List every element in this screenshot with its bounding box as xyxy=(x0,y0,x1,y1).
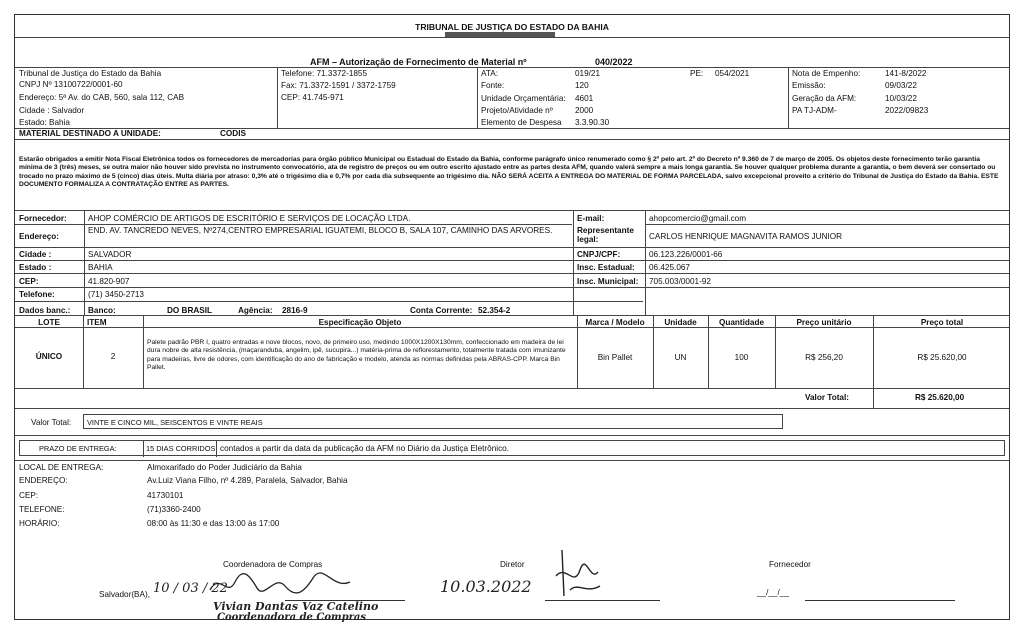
issuer-name: Tribunal de Justiça do Estado da Bahia xyxy=(19,69,162,78)
afm-row xyxy=(15,57,1009,68)
delivery-endereco-value: Av.Luiz Viana Filho, nº 4.289, Paralela, Salvador, Bahia xyxy=(147,476,348,485)
valor-extenso-label: Valor Total: xyxy=(31,418,72,427)
bank-label: Dados banc.: xyxy=(19,306,71,315)
delivery-horario-label: HORÁRIO: xyxy=(19,519,60,528)
cnpj-label: CNPJ/CPF: xyxy=(577,250,621,259)
pa-value: 2022/09823 xyxy=(885,106,929,115)
valor-total-label: Valor Total: xyxy=(805,393,849,402)
delivery-telefone-value: (71)3360-2400 xyxy=(147,505,201,514)
title-row xyxy=(15,15,1009,38)
local-label: LOCAL DE ENTREGA: xyxy=(19,463,104,472)
local-value: Almoxarifado do Poder Judiciário da Bahia xyxy=(147,463,302,472)
prazo-value: 15 DIAS CORRIDOS xyxy=(146,444,216,453)
rep-label: Representante legal: xyxy=(577,226,634,244)
diretor-signature xyxy=(540,542,610,602)
ata-label: ATA: xyxy=(481,69,498,78)
notice-text: Estarão obrigados a emitir Nota Fiscal Eletrônica todos os fornecedores de mercadorias para órgão público Municipal ou Estadual do Estado da Bahia, conforme parágrafo único renumerado como § 2º pelo art. 2º do Decreto nº 9.360 de 7 de março de 2005. Os objetos deste fornecimento terão garantia mínima de 3 (três) meses, se outra maior não houver sido prevista no instrumento convocatório, ata de registro de preços ou em outro escrito ajustado entre as partes desta AFM, quando valerá sempre a mais longa garantia. Se houver qualquer problema durante a garantia, o bem deverá ser consertado ou trocado no prazo máximo de 5 (cinco) dias úteis. Multa diária por atraso: 0,3% até o trigésimo dia e 0,7% por cada dia subsequente ao trigésimo dia. NÃO SERÁ ACEITA A ENTREGA DO MATERIAL DE FORMA PARCELADA, salvo excepcional proveito a critério do Tribunal de Justiça do Estado da Bahia. ESTE DOCUMENTO FORMALIZA A CONTRATAÇÃO ENTRE AS PARTES. xyxy=(19,156,999,188)
cell-unidade: UN xyxy=(674,353,687,362)
cidade-value: SALVADOR xyxy=(88,250,132,259)
insc-mun-label: Insc. Municipal: xyxy=(577,277,639,286)
valor-extenso-value: VINTE E CINCO MIL, SEISCENTOS E VINTE REAIS xyxy=(87,418,263,427)
stamp-name: Vivian Dantas Vaz Catelino xyxy=(213,600,379,613)
prazo-text: contados a partir da data da publicação da AFM no Diário da Justiça Eletrônico. xyxy=(220,444,510,453)
email-value: ahopcomercio@gmail.com xyxy=(649,214,747,223)
fornecedor-value: AHOP COMÉRCIO DE ARTIGOS DE ESCRITÓRIO E SERVIÇOS DE LOCAÇÃO LTDA. xyxy=(88,214,411,223)
issuer-city: Cidade : Salvador xyxy=(19,106,85,115)
projeto-label: Projeto/Atividade nº xyxy=(481,106,553,115)
col-total: Preço total xyxy=(920,318,964,327)
cell-marca: Bin Pallet xyxy=(597,353,633,362)
col-lote: LOTE xyxy=(38,318,60,327)
items-header xyxy=(15,316,1009,328)
empenho-value: 141-8/2022 xyxy=(885,69,927,78)
cep-label: CEP: xyxy=(19,277,39,286)
banco-label: Banco: xyxy=(88,306,116,315)
agencia-label: Agência: xyxy=(238,306,273,315)
notice-row xyxy=(15,140,1009,211)
destination-label: MATERIAL DESTINADO A UNIDADE: xyxy=(19,129,161,138)
cidade-label: Cidade : xyxy=(19,250,52,259)
place-label: Salvador(BA), xyxy=(99,590,150,599)
email-label: E-mail: xyxy=(577,214,605,223)
unidade-value: 4601 xyxy=(575,94,594,103)
banco-value: DO BRASIL xyxy=(167,306,213,315)
afm-document xyxy=(14,14,1010,623)
col-item: ITEM xyxy=(87,318,107,327)
valor-extenso-row xyxy=(15,409,1009,436)
geracao-label: Geração da AFM: xyxy=(792,94,857,103)
cell-unitario: R$ 256,20 xyxy=(805,353,843,362)
diretor-label: Diretor xyxy=(500,560,525,569)
emissao-label: Emissão: xyxy=(792,81,826,90)
cell-item: 2 xyxy=(110,352,116,361)
coord-label: Coordenadora de Compras xyxy=(223,560,323,569)
col-quantidade: Quantidade xyxy=(718,318,765,327)
destination-unit: CODIS xyxy=(220,129,246,138)
delivery-endereco-label: ENDEREÇO: xyxy=(19,476,68,485)
delivery-horario-value: 08:00 às 11:30 e das 13:00 às 17:00 xyxy=(147,519,280,528)
endereco-label: Endereço: xyxy=(19,232,60,241)
unidade-label: Unidade Orçamentária: xyxy=(481,94,566,103)
court-title: TRIBUNAL DE JUSTIÇA DO ESTADO DA BAHIA xyxy=(415,22,609,32)
endereco-value: END. AV. TANCREDO NEVES, Nº274,CENTRO EMPRESARIAL IGUATEMI, BLOCO B, SALA 107, CAMINHO DAS ARVORES. xyxy=(88,226,553,235)
blank-date: __/__/__ xyxy=(757,588,789,597)
fornecedor-sign-line xyxy=(805,600,955,601)
issuer-phone: Telefone: 71.3372-1855 xyxy=(281,69,368,78)
estado-label: Estado : xyxy=(19,263,52,272)
cell-total: R$ 25.620,00 xyxy=(917,353,967,362)
valor-total-row xyxy=(15,389,1009,409)
telefone-value: (71) 3450-2713 xyxy=(88,290,144,299)
col-unidade: Unidade xyxy=(664,318,697,327)
col-marca: Marca / Modelo xyxy=(585,318,645,327)
conta-value: 52.354-2 xyxy=(478,306,511,315)
agencia-value: 2816-9 xyxy=(282,306,308,315)
hand-date-2: 10.03.2022 xyxy=(440,577,532,596)
issuer-fax: Fax: 71.3372-1591 / 3372-1759 xyxy=(281,81,396,90)
issuer-block xyxy=(15,68,1009,129)
col-spec: Especificação Objeto xyxy=(318,318,402,327)
afm-number: 040/2022 xyxy=(595,57,633,67)
ata-value: 019/21 xyxy=(575,69,601,78)
col-unitario: Preço unitário xyxy=(796,318,852,327)
telefone-label: Telefone: xyxy=(19,290,55,299)
issuer-cnpj: CNPJ Nº 13100722/0001-60 xyxy=(19,80,123,89)
afm-label: AFM – Autorização de Fornecimento de Material nº xyxy=(310,57,527,67)
supplier-block xyxy=(15,211,1009,316)
projeto-value: 2000 xyxy=(575,106,594,115)
pa-label: PA TJ-ADM- xyxy=(792,106,837,115)
destination-row xyxy=(15,129,1009,140)
table-row xyxy=(15,328,1009,389)
issuer-state: Estado: Bahia xyxy=(19,118,70,127)
elemento-label: Elemento de Despesa xyxy=(481,118,562,127)
hand-date-1: 10 / 03 / 22 xyxy=(153,581,228,596)
empenho-label: Nota de Empenho: xyxy=(792,69,861,78)
delivery-cep-label: CEP: xyxy=(19,491,39,500)
rep-value: CARLOS HENRIQUE MAGNAVITA RAMOS JUNIOR xyxy=(649,232,843,241)
bank-row xyxy=(15,304,1009,315)
insc-est-value: 06.425.067 xyxy=(649,263,690,272)
valor-total-value: R$ 25.620,00 xyxy=(915,393,965,402)
coord-signature xyxy=(205,568,355,602)
prazo-row xyxy=(15,436,1009,461)
delivery-cep-value: 41730101 xyxy=(147,491,184,500)
delivery-telefone-label: TELEFONE: xyxy=(19,505,65,514)
fonte-value: 120 xyxy=(575,81,589,90)
cnpj-value: 06.123.226/0001-66 xyxy=(649,250,723,259)
fornecedor-label: Fornecedor: xyxy=(19,214,67,223)
insc-est-label: Insc. Estadual: xyxy=(577,263,635,272)
prazo-label: PRAZO DE ENTREGA: xyxy=(39,444,117,453)
estado-value: BAHIA xyxy=(88,263,113,272)
conta-label: Conta Corrente: xyxy=(410,306,473,315)
cell-spec: Palete padrão PBR I, quatro entradas e nove blocos, novo, de primeiro uso, medindo 1000X1200X130mm, confeccionado em madeira de lei dura nobre de alta resistência, (maçaranduba, angelim, ipê, sucupira...) matéria-prima de reflorestamento, totalmente tratada com imunizante para madeiras, livre de odores, com identificação do ano de fabricação e modelo, atenda as normas definidas pela ABRAS-CPP. Marca Bin Pallet. xyxy=(147,339,566,371)
fonte-label: Fonte: xyxy=(481,81,505,90)
cell-lote: ÚNICO xyxy=(35,352,63,361)
cell-quantidade: 100 xyxy=(734,353,749,362)
elemento-value: 3.3.90.30 xyxy=(575,118,610,127)
fornecedor-sign-label: Fornecedor xyxy=(769,560,811,569)
insc-mun-value: 705.003/0001-92 xyxy=(649,277,711,286)
issuer-address: Endereço: 5ª Av. do CAB, 560, sala 112, CAB xyxy=(19,93,185,102)
pe-value: 054/2021 xyxy=(715,69,750,78)
cep-value: 41.820-907 xyxy=(88,277,130,286)
emissao-value: 09/03/22 xyxy=(885,81,917,90)
stamp-role: Coordenadora de Compras xyxy=(217,612,366,623)
pe-label: PE: xyxy=(690,69,704,78)
geracao-value: 10/03/22 xyxy=(885,94,917,103)
issuer-cep: CEP: 41.745-971 xyxy=(281,93,344,102)
